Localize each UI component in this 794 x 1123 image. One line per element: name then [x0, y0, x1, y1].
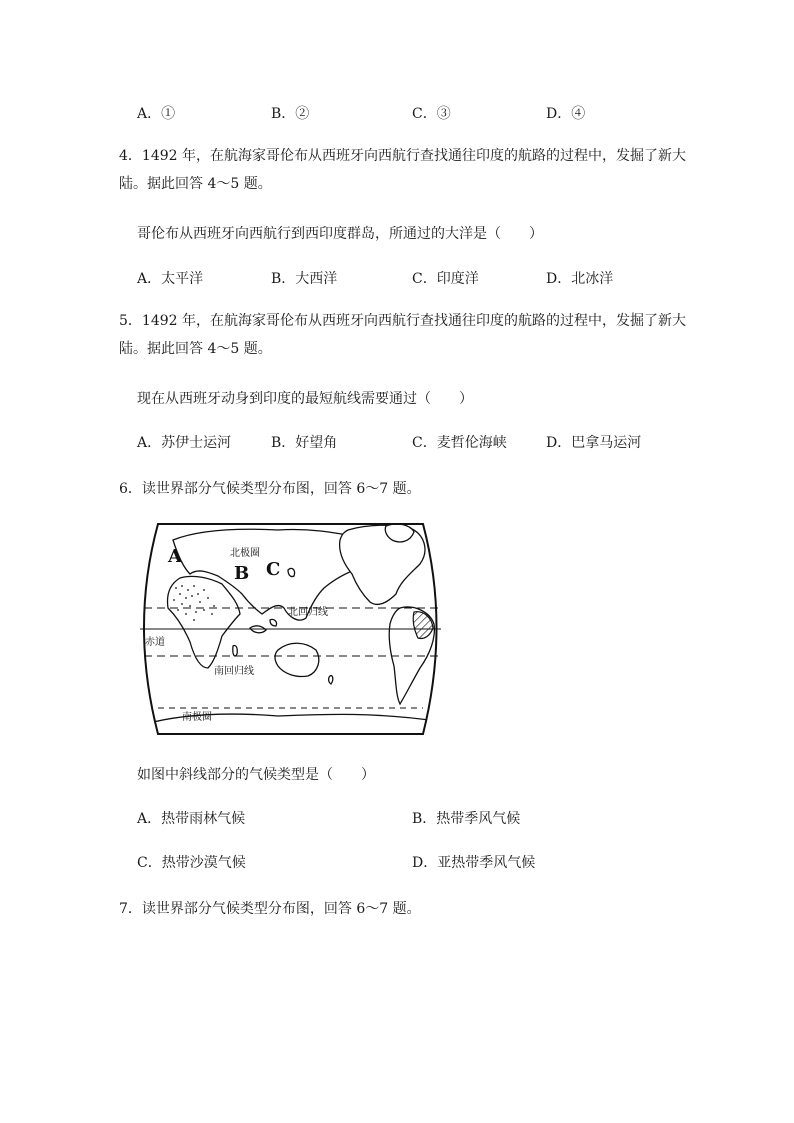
option-b: B．② [271, 106, 310, 122]
question-number: 4． [119, 148, 142, 164]
australia-landmass [275, 643, 319, 676]
north-america-landmass [340, 525, 425, 604]
question-text: 1492 年，在航海家哥伦布从西班牙向西航行查找通往印度的航路的过程中，发掘了新大陆。据此回答 4～5 题。 [119, 148, 686, 192]
label-tropic-of-cancer: 北回归线 [288, 607, 328, 618]
option-a: A．① [137, 106, 176, 122]
label-c: C [266, 559, 281, 580]
option-a: A．苏伊士运河 [137, 435, 232, 451]
option-b: B．大西洋 [271, 271, 338, 287]
question-6-stem: 如图中斜线部分的气候类型是（ ） [137, 767, 375, 783]
question-6-intro: 6．读世界部分气候类型分布图，回答 6～7 题。 [119, 481, 421, 497]
question-text: 1492 年，在航海家哥伦布从西班牙向西航行查找通往印度的航路的过程中，发掘了新大陆。据此回答 4～5 题。 [119, 313, 686, 357]
label-equator: 赤道 [145, 637, 165, 648]
label-b: B [234, 563, 250, 584]
option-a: A．太平洋 [137, 271, 204, 287]
question-5-stem: 现在从西班牙动身到印度的最短航线需要通过（ ） [137, 391, 473, 407]
question-4-stem: 哥伦布从西班牙向西航行到西印度群岛，所通过的大洋是（ ） [137, 226, 543, 242]
question-number: 5． [119, 313, 142, 329]
option-d: D．巴拿马运河 [546, 435, 642, 451]
label-a: A [168, 546, 182, 567]
option-b: B．热带季风气候 [412, 811, 521, 827]
label-arctic-circle: 北极圈 [230, 548, 260, 559]
option-d: D．北冰洋 [546, 271, 614, 287]
option-d: D．④ [546, 106, 586, 122]
option-c: C．③ [412, 106, 451, 122]
option-c: C．印度洋 [412, 271, 479, 287]
option-c: C．热带沙漠气候 [137, 855, 246, 871]
question-5-intro [119, 307, 689, 363]
option-b: B．好望角 [271, 435, 338, 451]
label-tropic-of-capricorn: 南回归线 [214, 666, 254, 677]
option-d: D．亚热带季风气候 [412, 855, 536, 871]
question-4-intro [119, 142, 689, 198]
label-antarctic-circle: 南极圈 [182, 712, 212, 723]
option-a: A．热带雨林气候 [137, 811, 246, 827]
question-7-intro: 7．读世界部分气候类型分布图，回答 6～7 题。 [119, 901, 421, 917]
option-c: C．麦哲伦海峡 [412, 435, 507, 451]
world-climate-map [138, 516, 443, 741]
